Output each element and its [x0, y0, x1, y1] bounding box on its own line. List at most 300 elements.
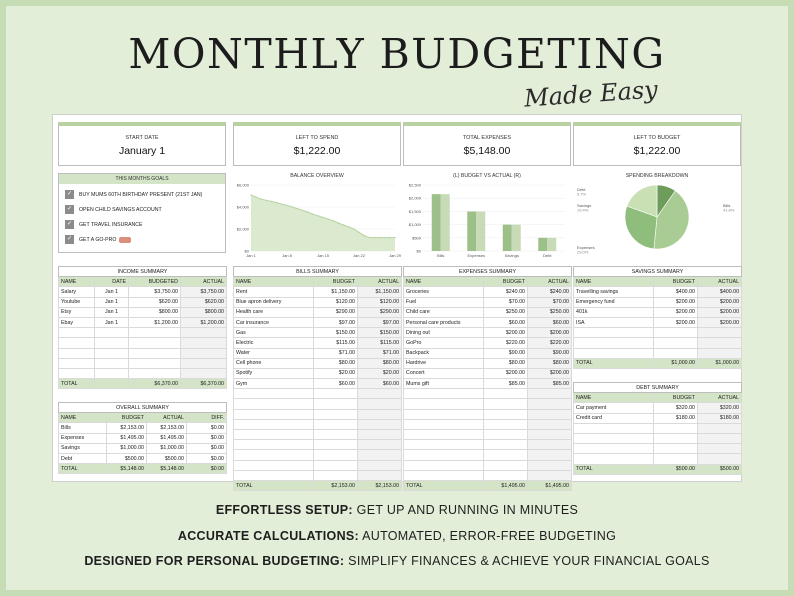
table-cell[interactable]: $0.00 [187, 423, 227, 433]
table-cell[interactable]: $200.00 [528, 368, 572, 378]
table-cell[interactable] [574, 423, 654, 433]
table-row [574, 403, 742, 413]
table-cell[interactable]: Expenses [59, 433, 107, 443]
table-cell[interactable] [129, 328, 181, 338]
table-cell[interactable] [654, 444, 698, 454]
table-cell[interactable] [234, 450, 314, 460]
table-cell[interactable] [59, 338, 95, 348]
table-cell[interactable]: GoPro [404, 338, 484, 348]
checkbox-checked-icon[interactable]: ✓ [66, 221, 73, 227]
total-cell: $0.00 [187, 464, 227, 474]
table-cell[interactable]: Jan 1 [95, 287, 129, 297]
table-row [59, 348, 227, 358]
balance-point [255, 196, 256, 197]
kpi-value: $1,222.00 [633, 145, 681, 157]
table-cell[interactable]: Salary [59, 287, 95, 297]
table-cell[interactable] [528, 409, 572, 419]
table-cell[interactable] [59, 368, 95, 378]
table-cell[interactable] [314, 419, 358, 429]
table-cell[interactable] [574, 348, 654, 358]
table-row [234, 399, 402, 409]
table-cell[interactable] [528, 440, 572, 450]
table-cell[interactable]: $200.00 [654, 297, 698, 307]
goal-item[interactable] [65, 190, 225, 199]
table-cell[interactable]: $200.00 [528, 328, 572, 338]
table-cell[interactable]: $3,750.00 [181, 287, 227, 297]
table-cell[interactable] [95, 358, 129, 368]
table-cell[interactable] [484, 470, 528, 480]
table-cell[interactable]: $250.00 [484, 307, 528, 317]
table-row [59, 328, 227, 338]
table-row [234, 328, 402, 338]
goal-label: GET TRAVEL INSURANCE [79, 221, 143, 228]
table-cell[interactable]: Water [234, 348, 314, 358]
table-cell[interactable] [95, 368, 129, 378]
table-cell[interactable]: $80.00 [528, 358, 572, 368]
column-header: ACTUAL [698, 393, 742, 403]
table-row [59, 297, 227, 307]
table-cell[interactable]: Personal care products [404, 317, 484, 327]
table-cell[interactable] [181, 348, 227, 358]
table-cell[interactable] [654, 433, 698, 443]
table-cell[interactable]: Jan 1 [95, 317, 129, 327]
table-cell[interactable]: $290.00 [358, 307, 402, 317]
total-cell: TOTAL [574, 464, 654, 474]
table-row [404, 297, 572, 307]
table-row [59, 443, 227, 453]
tagline-bold: EFFORTLESS SETUP: [215, 503, 353, 517]
table-row [59, 287, 227, 297]
table-row [574, 423, 742, 433]
table-cell[interactable] [574, 328, 654, 338]
table-cell[interactable]: Rent [234, 287, 314, 297]
goal-label: GET A GO-PRO [79, 236, 117, 243]
table-row [404, 430, 572, 440]
y-tick-label: $2,000 [236, 226, 249, 232]
column-header: ACTUAL [181, 277, 227, 287]
table-cell[interactable]: $500.00 [147, 453, 187, 463]
x-tick-label: Jan 8 [282, 253, 292, 258]
table-cell[interactable] [234, 460, 314, 470]
table-cell[interactable] [404, 440, 484, 450]
table-cell[interactable] [528, 460, 572, 470]
table-cell[interactable] [358, 409, 402, 419]
table-cell[interactable] [314, 460, 358, 470]
table-cell[interactable]: 401k [574, 307, 654, 317]
balance-point [338, 222, 339, 223]
table-cell[interactable] [654, 328, 698, 338]
table-cell[interactable]: Groceries [404, 287, 484, 297]
table-cell[interactable]: $90.00 [528, 348, 572, 358]
table-cell[interactable]: $180.00 [698, 413, 742, 423]
table-cell[interactable] [574, 433, 654, 443]
table-cell[interactable]: $400.00 [654, 287, 698, 297]
table-cell[interactable] [654, 423, 698, 433]
table-cell[interactable] [234, 419, 314, 429]
table-cell[interactable] [234, 430, 314, 440]
table-cell[interactable]: Dining out [404, 328, 484, 338]
table-cell[interactable]: $80.00 [358, 358, 402, 368]
budget-vs-actual-chart [403, 173, 571, 261]
table-cell[interactable] [698, 444, 742, 454]
total-cell: $1,495.00 [484, 480, 528, 490]
column-header: DATE [95, 277, 129, 287]
table-cell[interactable] [528, 399, 572, 409]
table-row [234, 338, 402, 348]
table-cell[interactable] [358, 450, 402, 460]
table-cell[interactable] [129, 358, 181, 368]
table-row [404, 307, 572, 317]
table-cell[interactable] [404, 419, 484, 429]
column-header: BUDGET [107, 413, 147, 423]
table-cell[interactable]: $20.00 [314, 368, 358, 378]
table-cell[interactable]: Emergency fund [574, 297, 654, 307]
table-cell[interactable]: $2,153.00 [147, 423, 187, 433]
table-cell[interactable]: $1,495.00 [107, 433, 147, 443]
table-cell[interactable] [698, 423, 742, 433]
table-cell[interactable]: $200.00 [654, 317, 698, 327]
table-cell[interactable] [181, 328, 227, 338]
x-tick-label: Bills [437, 253, 445, 258]
table-cell[interactable] [484, 450, 528, 460]
table-cell[interactable]: $320.00 [654, 403, 698, 413]
table-cell[interactable]: Debt [59, 453, 107, 463]
balance-chart [233, 173, 401, 261]
table-cell[interactable] [654, 348, 698, 358]
table-cell[interactable]: $400.00 [698, 287, 742, 297]
bar [547, 238, 556, 251]
table-cell[interactable]: Health care [234, 307, 314, 317]
table-row [234, 368, 402, 378]
column-header: NAME [59, 277, 95, 287]
bar [503, 225, 512, 251]
table-cell[interactable] [358, 389, 402, 399]
table-cell[interactable] [314, 399, 358, 409]
table-cell[interactable] [698, 348, 742, 358]
table-cell[interactable]: $180.00 [654, 413, 698, 423]
table-cell[interactable] [698, 433, 742, 443]
kpi-label: TOTAL EXPENSES [462, 135, 512, 141]
spending-breakdown-svg [573, 181, 741, 261]
table-cell[interactable]: Mums gift [404, 379, 484, 389]
table-row [234, 358, 402, 368]
pie-percent: 29.0% [577, 249, 589, 255]
table-cell[interactable] [358, 460, 402, 470]
checkbox-checked-icon[interactable]: ✓ [66, 191, 73, 197]
table-cell[interactable]: $1,000.00 [107, 443, 147, 453]
table-cell[interactable] [484, 389, 528, 399]
table-row [59, 358, 227, 368]
balance-point [358, 232, 359, 233]
table-cell[interactable]: Blue apron delivery [234, 297, 314, 307]
spending-breakdown-chart [573, 173, 741, 261]
table-cell[interactable]: $320.00 [698, 403, 742, 413]
table-cell[interactable] [181, 358, 227, 368]
table-cell[interactable]: Ebay [59, 317, 95, 327]
table-cell[interactable]: $500.00 [107, 453, 147, 463]
balance-point [276, 202, 277, 203]
table-row [234, 389, 402, 399]
table-header-row [59, 413, 227, 423]
table-cell[interactable] [358, 419, 402, 429]
table-cell[interactable] [314, 389, 358, 399]
column-header: NAME [404, 277, 484, 287]
table-cell[interactable]: Bills [59, 423, 107, 433]
table-cell[interactable] [404, 389, 484, 399]
table-cell[interactable] [404, 470, 484, 480]
table-row [404, 348, 572, 358]
table-cell[interactable]: $200.00 [484, 328, 528, 338]
table-cell[interactable] [404, 450, 484, 460]
table-cell[interactable] [314, 430, 358, 440]
y-tick-label: $1,500 [408, 208, 421, 214]
table-cell[interactable] [528, 389, 572, 399]
table-cell[interactable]: $290.00 [314, 307, 358, 317]
table-cell[interactable]: $71.00 [358, 348, 402, 358]
table-cell[interactable]: $60.00 [314, 379, 358, 389]
total-cell: $2,153.00 [358, 480, 402, 490]
table-cell[interactable]: Cell phone [234, 358, 314, 368]
table-cell[interactable]: Youtube [59, 297, 95, 307]
table-cell[interactable] [574, 338, 654, 348]
table-cell[interactable]: $620.00 [181, 297, 227, 307]
y-tick-label: $6,000 [236, 182, 249, 188]
table-row [234, 430, 402, 440]
expenses-summary-table [403, 266, 572, 491]
table-cell[interactable]: $1,495.00 [147, 433, 187, 443]
budget-sheet [52, 114, 742, 489]
table-cell[interactable]: $60.00 [528, 317, 572, 327]
table-cell[interactable]: Gym [234, 379, 314, 389]
goal-item[interactable] [65, 220, 225, 229]
table-row [234, 470, 402, 480]
table-cell[interactable]: $85.00 [528, 379, 572, 389]
chart-title: BALANCE OVERVIEW [290, 173, 344, 179]
table-cell[interactable]: $800.00 [129, 307, 181, 317]
table-cell[interactable] [95, 348, 129, 358]
table-cell[interactable] [234, 389, 314, 399]
table-row [59, 453, 227, 463]
table-cell[interactable]: $200.00 [698, 297, 742, 307]
table-cell[interactable]: $120.00 [314, 297, 358, 307]
x-tick-label: Savings [504, 253, 519, 258]
table-title-row [234, 267, 402, 277]
table-cell[interactable]: $60.00 [484, 317, 528, 327]
table-cell[interactable] [484, 460, 528, 470]
kpi-start-date[interactable] [58, 122, 226, 166]
table-cell[interactable]: $97.00 [358, 317, 402, 327]
table-cell[interactable]: $0.00 [187, 433, 227, 443]
table-cell[interactable]: Concert [404, 368, 484, 378]
table-cell[interactable]: $60.00 [358, 379, 402, 389]
table-cell[interactable]: $80.00 [314, 358, 358, 368]
table-cell[interactable]: $250.00 [528, 307, 572, 317]
table-cell[interactable]: Hardrive [404, 358, 484, 368]
table-cell[interactable] [574, 444, 654, 454]
table-cell[interactable]: Car payment [574, 403, 654, 413]
table-row [59, 433, 227, 443]
bar [467, 212, 476, 251]
total-cell [95, 379, 129, 389]
table-row [404, 317, 572, 327]
table-cell[interactable]: $80.00 [484, 358, 528, 368]
table-row [234, 297, 402, 307]
table-cell[interactable] [234, 470, 314, 480]
balance-point [389, 237, 390, 238]
balance-point [327, 218, 328, 219]
table-header-row [574, 393, 742, 403]
camera-emoji-icon [119, 237, 131, 243]
table-cell[interactable]: $150.00 [358, 328, 402, 338]
table-cell[interactable] [181, 338, 227, 348]
table-cell[interactable]: Gas [234, 328, 314, 338]
table-cell[interactable] [59, 358, 95, 368]
table-cell[interactable]: $150.00 [314, 328, 358, 338]
table-cell[interactable] [404, 409, 484, 419]
table-cell[interactable]: $200.00 [654, 307, 698, 317]
table-cell[interactable]: ISA [574, 317, 654, 327]
table-cell[interactable]: $1,200.00 [129, 317, 181, 327]
table-cell[interactable]: Fuel [404, 297, 484, 307]
table-cell[interactable] [129, 348, 181, 358]
table-cell[interactable] [59, 328, 95, 338]
balance-point [363, 235, 364, 236]
table-cell[interactable]: Electric [234, 338, 314, 348]
table-cell[interactable] [698, 338, 742, 348]
table-cell[interactable]: $90.00 [484, 348, 528, 358]
tagline-personal [0, 554, 794, 568]
table-cell[interactable]: $70.00 [484, 297, 528, 307]
table-cell[interactable]: Spotify [234, 368, 314, 378]
x-tick-label: Debt [543, 253, 552, 258]
table-cell[interactable]: $1,200.00 [181, 317, 227, 327]
table-cell[interactable] [484, 419, 528, 429]
goal-item[interactable] [65, 235, 225, 244]
table-cell[interactable] [528, 470, 572, 480]
balance-chart-svg [233, 181, 401, 261]
checkbox-checked-icon[interactable]: ✓ [66, 206, 73, 212]
table-cell[interactable] [654, 338, 698, 348]
table-row [234, 409, 402, 419]
goal-item[interactable] [65, 205, 225, 214]
table-cell[interactable]: $1,150.00 [314, 287, 358, 297]
table-cell[interactable]: $0.00 [187, 453, 227, 463]
table-cell[interactable]: Car insurance [234, 317, 314, 327]
table-cell[interactable]: $120.00 [358, 297, 402, 307]
table-header-row [59, 277, 227, 287]
table-cell[interactable] [234, 409, 314, 419]
x-tick-label: Jan 22 [352, 253, 366, 258]
table-cell[interactable] [314, 440, 358, 450]
table-cell[interactable] [404, 430, 484, 440]
table-cell[interactable] [404, 460, 484, 470]
table-cell[interactable] [95, 338, 129, 348]
table-cell[interactable] [181, 368, 227, 378]
table-cell[interactable] [314, 470, 358, 480]
table-cell[interactable]: $1,000.00 [147, 443, 187, 453]
checkbox-checked-icon[interactable]: ✓ [66, 236, 73, 242]
table-cell[interactable]: $620.00 [129, 297, 181, 307]
balance-point [369, 237, 370, 238]
table-row [574, 317, 742, 327]
table-cell[interactable]: $220.00 [484, 338, 528, 348]
table-cell[interactable] [528, 419, 572, 429]
table-cell[interactable]: $0.00 [187, 443, 227, 453]
table-cell[interactable] [484, 409, 528, 419]
table-cell[interactable]: Credit card [574, 413, 654, 423]
table-cell[interactable]: $240.00 [528, 287, 572, 297]
table-cell[interactable] [129, 338, 181, 348]
table-cell[interactable] [129, 368, 181, 378]
table-cell[interactable] [95, 328, 129, 338]
goals-panel [58, 173, 226, 253]
table-cell[interactable]: Backpack [404, 348, 484, 358]
table-cell[interactable]: $220.00 [528, 338, 572, 348]
balance-point [291, 206, 292, 207]
table-cell[interactable] [484, 440, 528, 450]
bar [476, 212, 485, 251]
table-cell[interactable]: $1,150.00 [358, 287, 402, 297]
table-cell[interactable]: $71.00 [314, 348, 358, 358]
total-cell: $6,370.00 [129, 379, 181, 389]
table-cell[interactable]: $240.00 [484, 287, 528, 297]
table-cell[interactable] [358, 440, 402, 450]
table-cell[interactable]: $800.00 [181, 307, 227, 317]
table-cell[interactable] [698, 328, 742, 338]
table-cell[interactable] [234, 440, 314, 450]
balance-point [374, 237, 375, 238]
table-cell[interactable] [358, 430, 402, 440]
table-cell[interactable]: Travelling savings [574, 287, 654, 297]
table-cell[interactable]: $3,750.00 [129, 287, 181, 297]
table-cell[interactable]: $2,153.00 [107, 423, 147, 433]
table-cell[interactable] [314, 450, 358, 460]
table-cell[interactable]: Jan 1 [95, 297, 129, 307]
table-cell[interactable] [484, 399, 528, 409]
table-cell[interactable] [358, 399, 402, 409]
table-cell[interactable]: $97.00 [314, 317, 358, 327]
table-cell[interactable] [698, 454, 742, 464]
table-cell[interactable] [234, 399, 314, 409]
table-cell[interactable] [59, 348, 95, 358]
table-cell[interactable]: Jan 1 [95, 307, 129, 317]
table-cell[interactable]: $70.00 [528, 297, 572, 307]
table-cell[interactable]: $85.00 [484, 379, 528, 389]
table-cell[interactable]: $20.00 [358, 368, 402, 378]
table-row [574, 307, 742, 317]
table-cell[interactable]: Savings [59, 443, 107, 453]
tagline-setup [0, 503, 794, 517]
table-cell[interactable]: Etsy [59, 307, 95, 317]
table-cell[interactable] [404, 399, 484, 409]
y-tick-label: $1,000 [408, 222, 421, 228]
table-cell[interactable] [654, 454, 698, 464]
table-cell[interactable]: $200.00 [698, 307, 742, 317]
table-cell[interactable] [314, 409, 358, 419]
x-tick-label: Jan 1 [246, 253, 256, 258]
table-cell[interactable]: Child care [404, 307, 484, 317]
table-cell[interactable]: $200.00 [698, 317, 742, 327]
balance-point [250, 194, 251, 195]
table-cell[interactable] [358, 470, 402, 480]
table-cell[interactable]: $115.00 [314, 338, 358, 348]
table-cell[interactable]: $200.00 [484, 368, 528, 378]
table-cell[interactable] [528, 450, 572, 460]
table-cell[interactable] [574, 454, 654, 464]
table-cell[interactable] [484, 430, 528, 440]
table-cell[interactable] [528, 430, 572, 440]
table-cell[interactable]: $115.00 [358, 338, 402, 348]
